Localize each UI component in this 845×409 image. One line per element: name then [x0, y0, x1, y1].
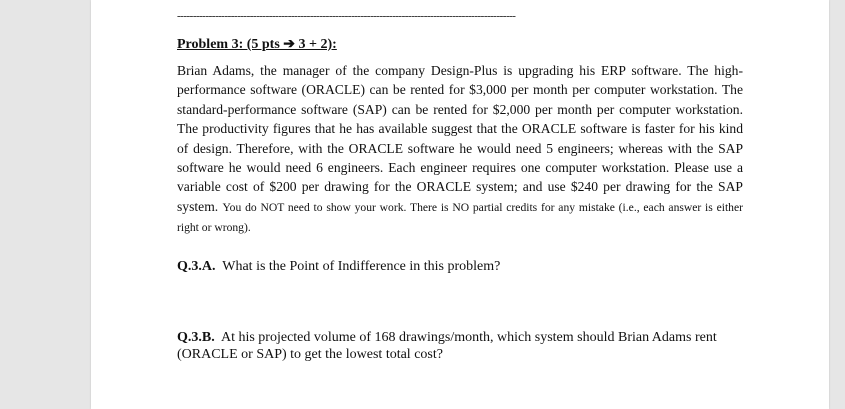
document-content	[177, 8, 743, 363]
instructions-note: You do NOT need to show your work. There is NO partial credits for any mistake (i.e., each answer is either right or wrong).	[177, 200, 743, 235]
problem-description: Brian Adams, the manager of the company Design-Plus is upgrading his ERP software. The high-performance software (ORACLE) can be rented for $3,000 per month per computer workstation. The standard-performance software (SAP) can be rented for $2,000 per month per computer workstation. The productivity figures that he has available suggest that the ORACLE software is faster for his kind of design. Therefore, with the ORACLE software he would need 5 engineers; whereas with the SAP software he would need 6 engineers. Each engineer requires one computer workstation. Please use a variable cost of $200 per drawing for the ORACLE system; and use $240 per drawing for the SAP system.	[177, 63, 743, 214]
question-label: Q.3.B.	[177, 329, 215, 345]
question-label: Q.3.A.	[177, 258, 216, 274]
question-text: At his projected volume of 168 drawings/month, which system should Brian Adams rent (ORACLE or SAP) to get the lowest total cost?	[177, 329, 717, 362]
question-3b	[177, 329, 743, 363]
dashed-divider: -----------------------------------------------------------------------------------------------------------	[177, 10, 516, 22]
question-3a	[177, 258, 743, 275]
problem-paragraph	[177, 61, 743, 238]
problem-title: Problem 3: (5 pts ➔ 3 + 2):	[177, 37, 337, 52]
question-text: What is the Point of Indifference in this problem?	[222, 258, 501, 274]
document-page	[91, 0, 829, 409]
